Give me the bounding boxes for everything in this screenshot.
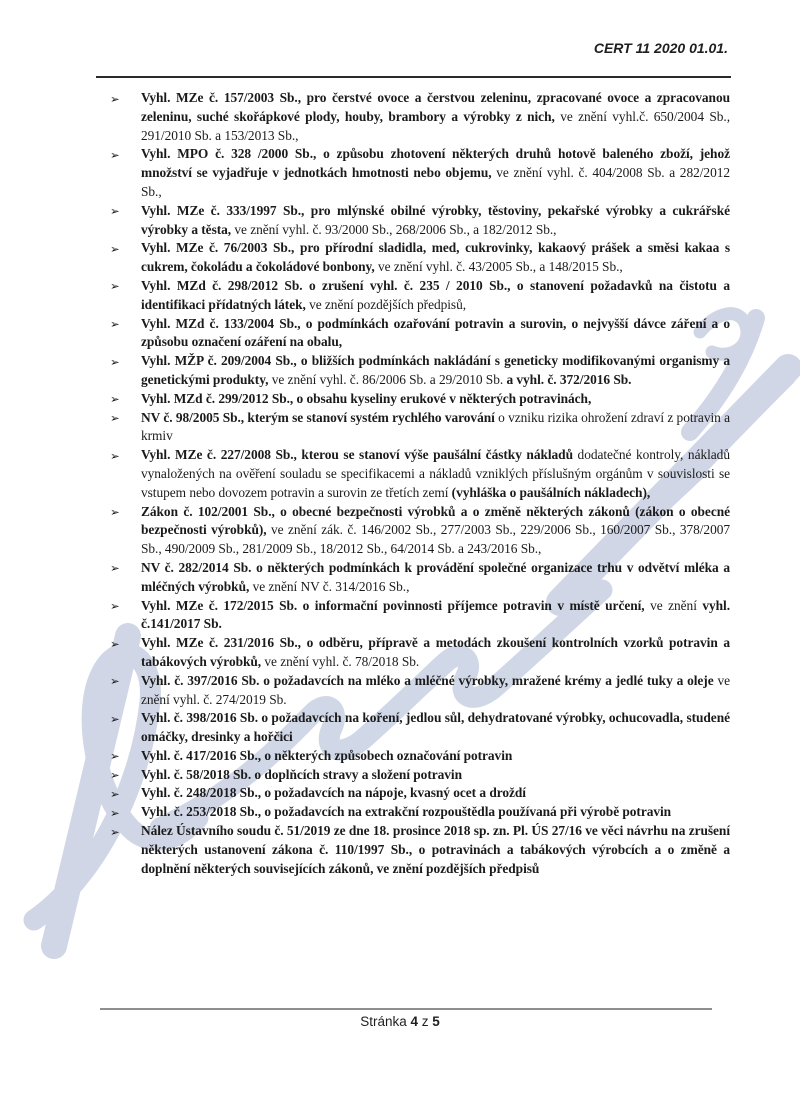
arrow-bullet-icon: ➢ — [110, 279, 120, 294]
list-item — [108, 634, 730, 672]
arrow-bullet-icon: ➢ — [110, 768, 120, 783]
footer-separator: z — [418, 1014, 433, 1029]
list-item — [108, 390, 730, 409]
item-text — [141, 785, 526, 800]
arrow-bullet-icon: ➢ — [110, 317, 120, 332]
item-text — [141, 146, 730, 199]
item-segment-bold: Vyhl. MZd č. 298/2012 Sb. o zrušení vyhl. č. 235 / 2010 Sb., o stanovení požadavků na čistotu a identifikaci přídatných látek, — [141, 277, 730, 312]
arrow-bullet-icon: ➢ — [110, 749, 120, 764]
arrow-bullet-icon: ➢ — [110, 824, 120, 839]
list-item — [108, 202, 730, 240]
list-item — [108, 559, 730, 597]
item-segment-bold: Vyhl. MŽP č. 209/2004 Sb., o bližších podmínkách nakládání s geneticky modifikovanými organismy a genetickými produkty, — [141, 353, 730, 387]
item-segment-bold: Vyhl. č. 417/2016 Sb., o některých způsobech označování potravin — [141, 747, 513, 763]
arrow-bullet-icon: ➢ — [110, 204, 120, 219]
list-item — [108, 766, 730, 785]
item-segment-bold: Vyhl. MZd č. 133/2004 Sb., o podmínkách ozařování potravin a surovin, o nejvyšší dávce záření a o způsobu označení ozáření na obalu, — [141, 315, 730, 350]
item-segment-bold: Vyhl. MZd č. 299/2012 Sb., o obsahu kyseliny erukové v některých potravinách, — [141, 390, 592, 406]
list-item — [108, 803, 730, 822]
item-text — [141, 391, 591, 406]
item-segment-bold: vyhl. č.141/2017 Sb. — [141, 597, 730, 632]
arrow-bullet-icon: ➢ — [110, 636, 120, 651]
arrow-bullet-icon: ➢ — [110, 561, 120, 576]
item-text — [141, 804, 671, 819]
arrow-bullet-icon: ➢ — [110, 91, 120, 106]
item-segment-bold: Vyhl. č. 248/2018 Sb., o požadavcích na nápoje, kvasný ocet a droždí — [141, 785, 526, 801]
item-segment-bold: Vyhl. MZe č. 157/2003 Sb., pro čerstvé ovoce a čerstvou zeleninu, zpracované ovoce a zpracovanou zeleninu, suché skořápkové plody, houby, brambory a výrobky z nich, — [141, 90, 730, 124]
item-segment-regular: ve znění vyhl. č. 78/2018 Sb. — [264, 653, 420, 669]
list-item — [108, 89, 730, 145]
item-segment-bold: Vyhl. MZe č. 333/1997 Sb., pro mlýnské obilné výrobky, těstoviny, pekařské výrobky a cukrářské výrobky a těsta, — [141, 202, 730, 237]
item-segment-regular: ve znění vyhl. č. 93/2000 Sb., 268/2006 Sb., a 182/2012 Sb., — [234, 221, 557, 237]
item-text — [141, 673, 730, 707]
item-segment-regular: o vzniku rizika ohrožení zdraví z potravin a krmiv — [141, 409, 730, 444]
item-text — [141, 823, 730, 876]
arrow-bullet-icon: ➢ — [110, 711, 120, 726]
footer-total-pages: 5 — [432, 1014, 440, 1029]
arrow-bullet-icon: ➢ — [110, 805, 120, 820]
item-text — [141, 278, 730, 312]
item-segment-regular: ve znění NV č. 314/2016 Sb., — [252, 578, 410, 594]
item-segment-regular: ve znění vyhl. č. 43/2005 Sb., a 148/2015 Sb., — [378, 259, 623, 275]
page-footer — [0, 1014, 800, 1029]
item-text — [141, 410, 730, 444]
arrow-bullet-icon: ➢ — [110, 147, 120, 162]
item-segment-bold: Vyhl. MZe č. 76/2003 Sb., pro přírodní sladidla, med, cukrovinky, kakaový prášek a směsi kakaa s cukrem, čokoládu a čokoládové bonbony, — [141, 240, 730, 275]
item-text — [141, 635, 730, 669]
item-segment-bold: Vyhl. č. 253/2018 Sb., o požadavcích na extrakční rozpouštědla používaná při výrobě potravin — [141, 804, 672, 820]
footer-page-number: 4 — [410, 1014, 418, 1029]
item-text — [141, 316, 730, 350]
item-segment-bold: Vyhl. MZe č. 231/2016 Sb., o odběru, přípravě a metodách zkoušení kontrolních vzorků potravin a tabákových výrobků, — [141, 635, 730, 669]
item-text — [141, 203, 730, 237]
item-segment-bold: Vyhl. č. 58/2018 Sb. o doplňcích stravy a složení potravin — [141, 766, 462, 782]
arrow-bullet-icon: ➢ — [110, 786, 120, 801]
regulation-list — [108, 89, 730, 878]
item-text — [141, 504, 730, 557]
item-text — [141, 447, 730, 500]
header-rule — [96, 76, 731, 78]
item-segment-bold: Vyhl. MZe č. 172/2015 Sb. o informační povinnosti příjemce potravin v místě určení, — [141, 597, 651, 613]
list-item — [108, 315, 730, 353]
item-segment-regular: ve znění vyhl.č. 650/2004 Sb., 291/2010 Sb. a 153/2013 Sb., — [141, 108, 730, 143]
item-segment-bold: a vyhl. č. 372/2016 Sb. — [506, 371, 632, 387]
item-segment-bold: NV č. 98/2005 Sb., kterým se stanoví systém rychlého varování — [141, 409, 499, 425]
list-item — [108, 747, 730, 766]
list-item — [108, 784, 730, 803]
item-segment-regular: ve znění vyhl. č. 274/2019 Sb. — [141, 672, 730, 707]
arrow-bullet-icon: ➢ — [110, 599, 120, 614]
arrow-bullet-icon: ➢ — [110, 411, 120, 426]
list-item — [108, 709, 730, 747]
item-segment-regular: ve znění pozdějších předpisů, — [309, 296, 467, 312]
list-item — [108, 145, 730, 201]
arrow-bullet-icon: ➢ — [110, 505, 120, 520]
item-segment-regular: dodatečné kontroly, nákladů vynaložených na ověření souladu se specifikacemi a nákladů vzniklých příslušným orgánům v souvislosti se vstupem nebo dovozem potravin a surovin ze třetích zemí — [141, 447, 730, 500]
item-segment-regular: ve znění vyhl. č. 404/2008 Sb. a 282/2012 Sb., — [141, 165, 730, 199]
item-text — [141, 240, 730, 274]
item-text — [141, 353, 730, 387]
item-segment-bold: Vyhl. č. 398/2016 Sb. o požadavcích na koření, jedlou sůl, dehydratované výrobky, ochucovadla, studené omáčky, dresinky a hořčici — [141, 710, 730, 745]
item-text — [141, 767, 462, 782]
arrow-bullet-icon: ➢ — [110, 354, 120, 369]
item-text — [141, 710, 730, 744]
list-item — [108, 446, 730, 502]
list-item — [108, 503, 730, 559]
header-doc-code: CERT 11 2020 01.01. — [593, 40, 728, 56]
item-segment-bold: NV č. 282/2014 Sb. o některých podmínkách k provádění společné organizace trhu v odvětví mléka a mléčných výrobků, — [141, 559, 730, 594]
item-segment-bold: (vyhláška o paušálních nákladech), — [451, 484, 651, 500]
item-text — [141, 748, 512, 763]
list-item — [108, 239, 730, 277]
arrow-bullet-icon: ➢ — [110, 448, 120, 463]
list-item — [108, 352, 730, 390]
list-item — [108, 822, 730, 878]
item-segment-bold: Vyhl. MPO č. 328 /2000 Sb., o způsobu zhotovení některých druhů hotově baleného zboží, jehož množství se vyjadřuje v jednotkách hmotnosti nebo objemu, — [141, 146, 730, 181]
item-segment-regular: ve znění zák. č. 146/2002 Sb., 277/2003 Sb., 229/2006 Sb., 160/2007 Sb., 378/2007 Sb., 490/2009 Sb., 281/2009 Sb., 18/2012 Sb., 64/2014 Sb. a 243/2016 Sb., — [141, 522, 731, 557]
list-item — [108, 409, 730, 447]
item-text — [141, 598, 730, 632]
arrow-bullet-icon: ➢ — [110, 241, 120, 256]
footer-label: Stránka — [360, 1014, 411, 1029]
item-text — [141, 560, 730, 594]
item-segment-bold: Zákon č. 102/2001 Sb., o obecné bezpečnosti výrobků a o změně některých zákonů (zákon o obecné bezpečnosti výrobků), — [141, 503, 730, 538]
item-segment-regular: ve znění — [650, 597, 703, 613]
list-item — [108, 277, 730, 315]
arrow-bullet-icon: ➢ — [110, 674, 120, 689]
item-segment-bold: Vyhl. MZe č. 227/2008 Sb., kterou se stanoví výše paušální částky nákladů — [141, 447, 578, 463]
list-item — [108, 597, 730, 635]
arrow-bullet-icon: ➢ — [110, 392, 120, 407]
item-segment-bold: Vyhl. č. 397/2016 Sb. o požadavcích na mléko a mléčné výrobky, mražené krémy a jedlé tuky a oleje — [141, 672, 718, 688]
item-segment-regular: ve znění vyhl. č. 86/2006 Sb. a 29/2010 Sb. — [271, 371, 507, 387]
footer-rule — [100, 1008, 712, 1010]
item-text — [141, 90, 730, 143]
list-item — [108, 672, 730, 710]
item-segment-bold: Nález Ústavního soudu č. 51/2019 ze dne 18. prosince 2018 sp. zn. Pl. ÚS 27/16 ve věci návrhu na zrušení některých ustanovení zákona č. 110/1997 Sb., o potravinách a tabákových výrobcích a o změně a doplnění některých souvisejících zákonů, ve znění pozdějších předpisů — [141, 823, 730, 876]
